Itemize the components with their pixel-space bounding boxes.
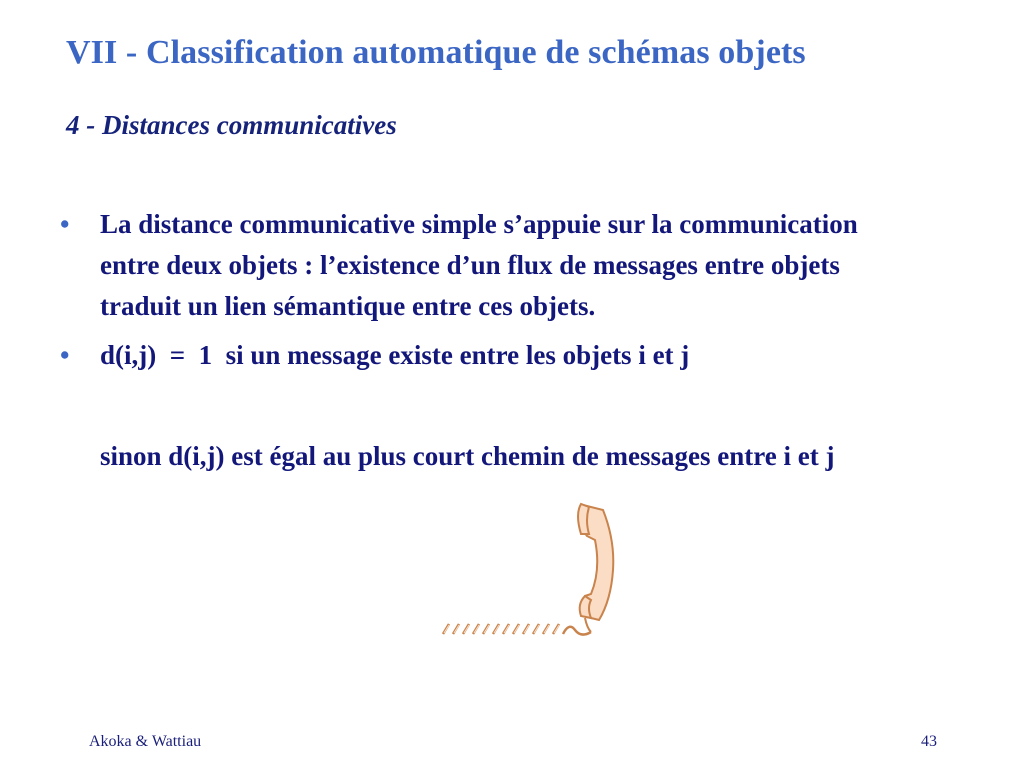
- coiled-cord-fill: [444, 625, 559, 633]
- bullet-list: [60, 204, 920, 376]
- telephone-handset-icon: [435, 500, 625, 645]
- handset-ear-end: [578, 504, 589, 534]
- slide-subtitle: 4 - Distances communicatives: [66, 110, 397, 140]
- bullet-text: La distance communicative simple s’appuie sur la communication entre deux objets : l’existence d’un flux de messages entre objets traduit un lien sémantique entre ces objets.: [100, 209, 858, 321]
- coiled-cord: [443, 624, 591, 635]
- bullet-marker: •: [60, 209, 70, 239]
- slide-title: VII - Classification automatique de schémas objets: [66, 34, 806, 71]
- bullet-item: [60, 335, 920, 376]
- bullet-text: d(i,j) = 1 si un message existe entre les objets i et j: [100, 340, 690, 370]
- handset-mouth-end: [580, 596, 591, 618]
- cord-connector: [585, 618, 591, 632]
- continuation-paragraph: sinon d(i,j) est égal au plus court chemin de messages entre i et j: [100, 441, 835, 471]
- footer-author: Akoka & Wattiau: [89, 733, 202, 750]
- bullet-item: [60, 204, 920, 327]
- bullet-marker: •: [60, 340, 70, 370]
- footer-page-number: 43: [921, 733, 937, 750]
